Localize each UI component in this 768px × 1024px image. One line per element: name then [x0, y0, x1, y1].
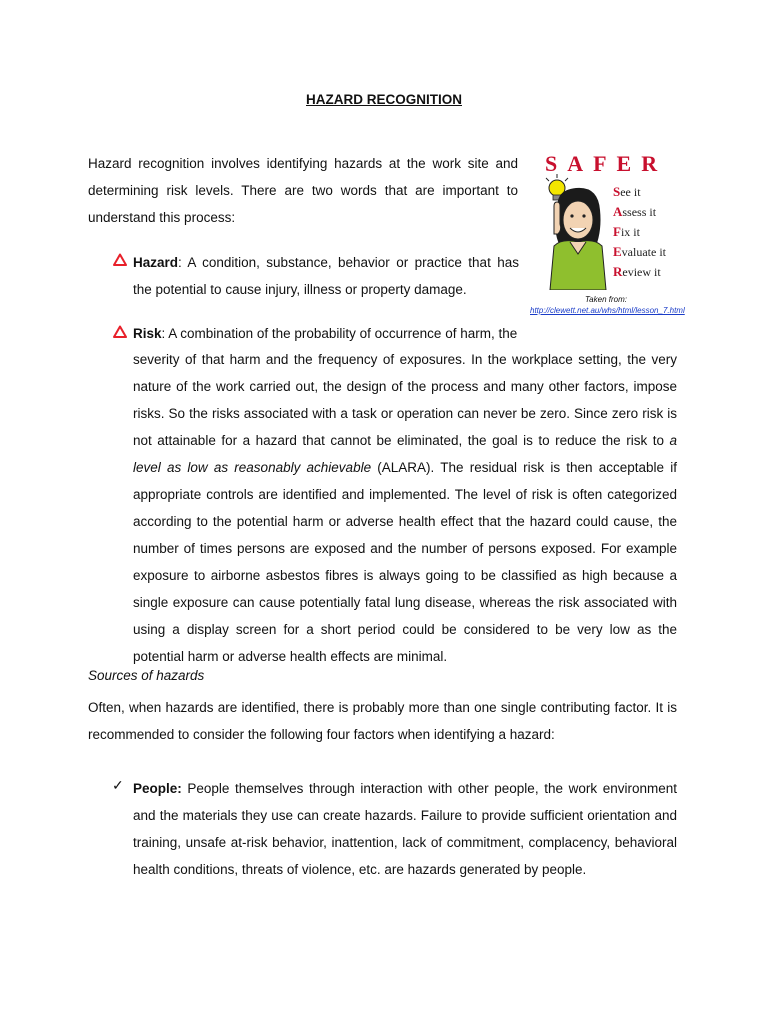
people-term: People:	[133, 781, 182, 796]
source-link[interactable]: http://clewett.net.au/whs/html/lesson_7.html	[530, 306, 685, 315]
warning-triangle-icon	[113, 253, 127, 266]
safer-list	[613, 182, 666, 282]
intro-paragraph: Hazard recognition involves identifying hazards at the work site and determining risk levels. There are two words that are important to understand this process:	[88, 156, 518, 225]
people-factor: People: People themselves through interaction with other people, the work environment and the materials they use can create hazards. Failure to provide sufficient orientation and training, unsafe at-risk behavior, inattention, lack of commitment, complacency, behavioral health conditions, threats of violence, etc. are hazards generated by people.	[133, 781, 677, 877]
warning-triangle-icon	[113, 325, 127, 338]
safer-item: Review it	[613, 264, 661, 279]
safer-item: Assess it	[613, 204, 657, 219]
sources-paragraph: Often, when hazards are identified, there is probably more than one single contributing factor. It is recommended to consider the following four factors when identifying a hazard:	[88, 700, 677, 742]
safer-item: Evaluate it	[613, 244, 666, 259]
risk-term: Risk	[133, 326, 162, 341]
sources-heading: Sources of hazards	[88, 668, 205, 683]
checkmark-icon: ✓	[112, 777, 124, 793]
hazard-definition: Hazard: A condition, substance, behavior or practice that has the potential to cause injury, illness or property damage.	[133, 255, 519, 297]
safer-item: See it	[613, 184, 641, 199]
alara-phrase: a level as low as reasonably achievable	[133, 433, 677, 475]
page-title: HAZARD RECOGNITION	[306, 92, 462, 107]
safer-heading: SAFER	[545, 151, 668, 176]
risk-definition-body: severity of that harm and the frequency of exposures. In the workplace setting, the very nature of the work carried out, the design of the process and many other factors, impose risks. So the risks associated with a task or operation can never be zero. Since zero risk is not attainable for a hazard that cannot be eliminated, the goal is to reduce the risk to a level as low as reasonably achievable (ALARA). The residual risk is then acceptable if appropriate controls are identified and implemented. The level of risk is often categorized according to the potential harm or adverse health effect that the hazard could cause, the number of times persons are exposed and the number of persons exposed. For example exposure to airborne asbestos fibres is always going to be classified as high because a single exposure can cause potentially fatal lung disease, whereas the risk associated with using a display screen for a short period could be considered to be very low as the potential harm or adverse health effects are minimal.	[133, 352, 677, 664]
caption-label: Taken from:	[585, 295, 627, 304]
risk-definition-first-line: Risk: A combination of the probability of occurrence of harm, the	[133, 326, 518, 341]
image-caption	[530, 294, 685, 316]
safer-item: Fix it	[613, 224, 640, 239]
hazard-term: Hazard	[133, 255, 179, 270]
